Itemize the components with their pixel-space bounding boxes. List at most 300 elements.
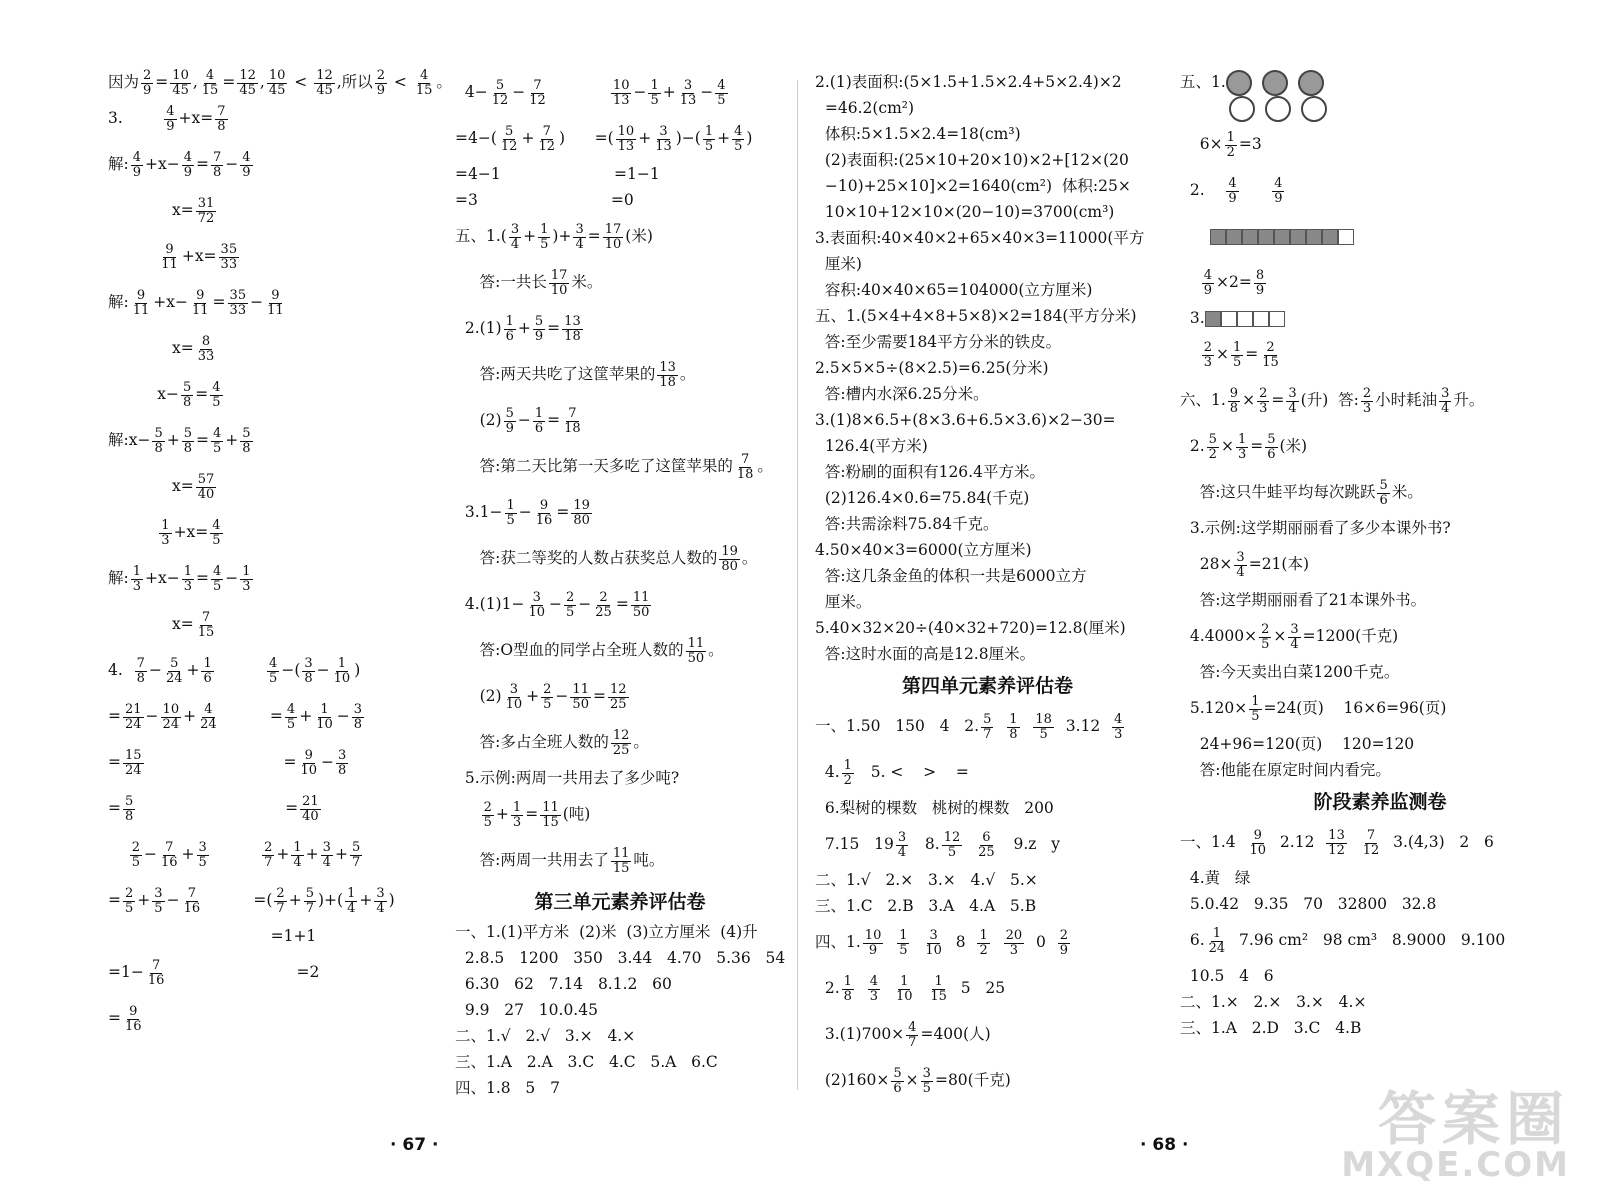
denominator: 4	[1288, 400, 1297, 416]
text: 5 25	[950, 979, 1006, 998]
denominator: 3	[1009, 942, 1019, 958]
fraction	[302, 657, 314, 685]
fraction	[135, 657, 147, 685]
denominator: 10	[550, 282, 568, 298]
denominator: 4	[293, 854, 302, 870]
text: +	[166, 431, 180, 450]
text: −	[225, 569, 239, 588]
denominator: 9	[505, 420, 514, 436]
numerator: 2	[1362, 385, 1372, 401]
denominator: 7	[351, 854, 361, 870]
text: 四、1.8 5 7	[455, 1079, 560, 1098]
denominator: 9	[534, 328, 544, 344]
fraction	[164, 105, 176, 133]
text: 5. < > =	[855, 763, 969, 782]
fraction	[240, 151, 252, 179]
denominator: 5	[125, 900, 134, 916]
denominator: 7	[908, 1034, 917, 1050]
denominator: 8	[353, 716, 363, 732]
answer-line	[815, 616, 1160, 642]
text: =	[220, 707, 283, 726]
denominator: 25	[612, 742, 630, 758]
numerator: 2	[1266, 339, 1275, 355]
denominator: 5	[131, 854, 140, 870]
fraction	[190, 289, 211, 317]
fraction	[540, 801, 561, 829]
fraction	[942, 831, 963, 859]
section-title	[455, 884, 785, 920]
answer-line	[455, 490, 785, 536]
numerator: 18	[1035, 711, 1052, 727]
fraction	[735, 453, 756, 481]
numerator: 5	[893, 1065, 902, 1081]
text: 28×	[1180, 555, 1233, 574]
text: 三、1.A 2.D 3.C 4.B	[1180, 1019, 1362, 1038]
answer-line	[1180, 820, 1580, 866]
fraction	[526, 591, 547, 619]
text: )+	[552, 227, 572, 246]
numerator: 5	[1208, 431, 1217, 447]
denominator: 8	[338, 762, 347, 778]
numerator: 11	[687, 635, 705, 651]
answer-line	[108, 188, 408, 234]
fraction	[200, 69, 221, 97]
fraction	[375, 69, 387, 97]
text: 6.	[1180, 931, 1205, 950]
answer-line	[108, 648, 408, 694]
fraction	[1272, 177, 1284, 205]
fraction	[511, 801, 523, 829]
fraction	[267, 69, 288, 97]
fraction	[603, 223, 624, 251]
numerator: 1	[506, 497, 515, 513]
fraction	[653, 125, 674, 153]
denominator: 9	[1059, 942, 1069, 958]
answer-line	[815, 96, 1160, 122]
denominator: 3	[1114, 726, 1123, 742]
denominator: 7	[276, 900, 285, 916]
fraction	[300, 795, 321, 823]
numerator: 10	[864, 927, 882, 943]
text: 4.黄 绿	[1180, 869, 1251, 888]
numerator: 3	[683, 77, 693, 93]
denominator: 16	[147, 972, 165, 988]
text: 2.(1)表面积:(5×1.5+1.5×2.4+5×2.4)×2	[815, 73, 1122, 92]
numerator: 13	[564, 313, 581, 329]
text: =80(千克)	[934, 1071, 1011, 1090]
fraction	[842, 759, 854, 787]
text: −	[578, 595, 592, 614]
denominator: 8	[1229, 400, 1239, 416]
numerator: 5	[183, 379, 192, 395]
answer-line	[1180, 70, 1580, 96]
bar-diagram	[1210, 229, 1354, 245]
text: +	[526, 687, 540, 706]
fraction	[182, 427, 194, 455]
numerator: 2	[276, 885, 285, 901]
text: +	[517, 319, 531, 338]
fraction	[123, 749, 144, 777]
numerator: 9	[539, 497, 549, 513]
text: ,所以	[336, 73, 373, 92]
fraction	[267, 657, 279, 685]
text: =	[155, 73, 169, 92]
fraction	[891, 1067, 903, 1095]
text: 4.(1)1−	[455, 595, 525, 614]
denominator: 12	[529, 92, 546, 108]
text: =	[108, 799, 121, 818]
numerator: 7	[165, 839, 174, 855]
page-number-left: · 67 ·	[390, 1135, 439, 1155]
text: )+(	[317, 891, 344, 910]
numerator: 4	[183, 149, 193, 165]
denominator: 2	[1208, 446, 1217, 462]
text: +	[717, 129, 731, 148]
answer-line	[1180, 542, 1580, 588]
fraction	[210, 381, 222, 409]
answer-line	[455, 162, 785, 188]
text: =	[1245, 345, 1259, 364]
text: 升。	[1453, 391, 1485, 410]
text: +	[288, 891, 302, 910]
text: −	[166, 891, 180, 910]
answer-line	[815, 356, 1160, 382]
answer-line	[1180, 306, 1580, 332]
fraction	[211, 565, 223, 593]
text: 答:他能在原定时间内看完。	[1180, 761, 1391, 780]
numerator: 4	[419, 67, 429, 83]
text: 2.8.5 1200 350 3.44 4.70 5.36 54	[455, 949, 786, 968]
fraction	[536, 125, 557, 153]
text: 3.12	[1055, 717, 1111, 736]
fraction	[1259, 623, 1271, 651]
fraction	[1226, 177, 1238, 205]
numerator: 4	[132, 149, 142, 165]
text: (米)	[1279, 437, 1308, 456]
text: −	[148, 661, 162, 680]
numerator: 11	[572, 681, 589, 697]
answer-line	[815, 200, 1160, 226]
text: +	[495, 805, 509, 824]
denominator: 5	[213, 440, 222, 456]
fraction	[504, 315, 516, 343]
denominator: 16	[535, 512, 553, 528]
denominator: 4	[376, 900, 385, 916]
text: (2)	[455, 411, 502, 430]
text: −	[250, 293, 264, 312]
text: =3 =0	[455, 191, 634, 210]
denominator: 3	[1237, 446, 1247, 462]
fraction	[152, 427, 164, 455]
bar-cell	[1221, 311, 1237, 327]
bar-cell	[1226, 229, 1242, 245]
numerator: 3	[322, 839, 331, 855]
denominator: 4	[575, 236, 584, 252]
fraction	[1257, 387, 1269, 415]
answer-line	[108, 556, 408, 602]
text: =2	[168, 963, 320, 982]
answer-line	[108, 464, 408, 510]
numerator: 9	[1253, 827, 1262, 843]
answer-line	[1180, 260, 1580, 306]
fraction	[159, 841, 180, 869]
answer-line	[1180, 122, 1580, 168]
denominator: 80	[573, 512, 590, 528]
text	[1349, 835, 1359, 851]
fraction	[896, 831, 908, 859]
text: 。	[708, 641, 724, 660]
text: )	[388, 891, 395, 910]
numerator: 10	[617, 123, 635, 139]
answer-line	[455, 674, 785, 720]
fraction	[131, 151, 143, 179]
numerator: 2	[1259, 385, 1268, 401]
numerator: 19	[721, 543, 738, 559]
denominator: 5	[506, 512, 515, 528]
fraction	[593, 591, 614, 619]
denominator: 10	[895, 988, 913, 1004]
fraction	[1033, 713, 1054, 741]
text: (2)126.4×0.6=75.84(千克)	[815, 489, 1030, 508]
answer-line	[1180, 214, 1580, 260]
fraction	[863, 929, 884, 957]
text: 五、1.	[1180, 73, 1226, 92]
fraction	[1207, 927, 1228, 955]
text: −	[549, 595, 562, 614]
fraction	[198, 703, 219, 731]
text: 6.30 62 7.14 8.1.2 60	[455, 975, 672, 994]
denominator: 5	[1251, 708, 1260, 724]
text: +	[137, 891, 151, 910]
fraction	[611, 79, 632, 107]
text: 答:多占全班人数的	[455, 733, 609, 752]
text: 体积:5×1.5×2.4=18(cm³)	[815, 125, 1021, 144]
text: =	[222, 73, 236, 92]
fraction	[504, 407, 516, 435]
fraction	[211, 427, 223, 455]
denominator: 15	[415, 82, 433, 98]
text: (2)	[455, 687, 502, 706]
fraction	[732, 125, 744, 153]
fraction	[219, 243, 240, 271]
denominator: 5	[540, 236, 549, 252]
text: =1200(千克)	[1302, 627, 1399, 646]
fraction	[164, 657, 185, 685]
text: <	[388, 73, 412, 92]
denominator: 13	[655, 138, 672, 154]
denominator: 9	[376, 82, 385, 98]
denominator: 18	[564, 420, 581, 436]
answer-line	[815, 564, 1160, 590]
numerator: 4	[166, 103, 175, 119]
text: 米。	[571, 273, 603, 292]
text	[882, 981, 892, 997]
fraction	[678, 79, 699, 107]
answer-line	[1180, 990, 1580, 1016]
text: +	[359, 891, 373, 910]
denominator: 6	[1267, 446, 1276, 462]
text: =46.2(cm²)	[815, 99, 915, 118]
bar-cell	[1258, 229, 1274, 245]
denominator: 4	[897, 844, 907, 860]
watermark-logo: 答案圈	[1377, 1085, 1570, 1153]
numerator: 4	[1114, 711, 1123, 727]
denominator: 24	[162, 716, 180, 732]
denominator: 50	[687, 650, 705, 666]
answer-line	[815, 538, 1160, 564]
answer-line	[455, 444, 785, 490]
text: 答:至少需要184平方分米的铁皮。	[815, 333, 1062, 352]
text: 3.	[1180, 309, 1205, 328]
fraction	[141, 69, 153, 97]
numerator: 7	[1366, 827, 1376, 843]
answer-line	[455, 838, 785, 884]
fraction	[538, 223, 550, 251]
numerator: 2	[483, 799, 492, 815]
column-1	[108, 67, 452, 1042]
text	[1180, 275, 1200, 291]
denominator: 2	[843, 772, 852, 788]
text: <	[289, 73, 313, 92]
answer-line	[455, 188, 785, 214]
fraction	[237, 69, 258, 97]
text: =	[108, 753, 121, 772]
fraction	[1260, 341, 1281, 369]
numerator: 1	[650, 77, 659, 93]
denominator: 45	[316, 82, 333, 98]
answer-line	[108, 996, 408, 1042]
denominator: 8	[154, 440, 163, 456]
fraction	[505, 499, 517, 527]
numerator: 5	[505, 405, 514, 421]
bar-cell	[1274, 229, 1290, 245]
numerator: 3	[510, 221, 520, 237]
answer-line	[108, 832, 408, 878]
answer-line	[455, 1050, 785, 1076]
text: +	[183, 707, 197, 726]
numerator: 1	[1226, 129, 1235, 145]
text: −	[321, 753, 335, 772]
numerator: 12	[239, 67, 256, 83]
denominator: 8	[217, 118, 226, 134]
numerator: 1	[843, 757, 852, 773]
text: =400(人)	[920, 1025, 991, 1044]
numerator: 17	[604, 221, 622, 237]
text: 解:x−	[108, 431, 151, 450]
denominator: 12	[491, 92, 509, 108]
text: 答:两天共吃了这筐苹果的	[455, 365, 656, 384]
denominator: 15	[201, 82, 219, 98]
fraction	[570, 683, 591, 711]
text: 。	[633, 733, 649, 752]
answer-line	[815, 174, 1160, 200]
denominator: 24	[200, 716, 217, 732]
numerator: 4	[212, 517, 221, 533]
fraction	[482, 801, 494, 829]
denominator: 5	[543, 696, 552, 712]
text: ) =(	[558, 129, 614, 148]
denominator: 5	[269, 670, 278, 686]
denominator: 6	[1379, 492, 1388, 508]
denominator: 4	[1290, 636, 1299, 652]
fraction	[123, 887, 135, 915]
denominator: 13	[617, 138, 635, 154]
text: 米。	[1391, 483, 1423, 502]
text: 因为	[108, 73, 140, 92]
fraction	[533, 315, 545, 343]
text	[108, 249, 157, 265]
numerator: 1	[843, 973, 852, 989]
denominator: 3	[512, 814, 522, 830]
text: )	[354, 661, 361, 680]
answer-line	[1180, 660, 1580, 686]
answer-line	[815, 122, 1160, 148]
text: 5.示例:两周一共用去了多少吨?	[455, 769, 680, 788]
denominator: 16	[183, 900, 201, 916]
text: 3.示例:这学期丽丽看了多少本课外书?	[1180, 519, 1451, 538]
answer-line	[815, 868, 1160, 894]
answer-line	[815, 330, 1160, 356]
text: (2)160×	[815, 1071, 890, 1090]
denominator: 2	[1226, 144, 1235, 160]
fraction	[159, 243, 180, 271]
answer-line	[455, 260, 785, 306]
text: 四、1.	[815, 933, 861, 952]
answer-line	[815, 226, 1160, 252]
numerator: 21	[302, 793, 319, 809]
text: =	[547, 411, 561, 430]
fraction	[131, 289, 152, 317]
denominator: 6	[203, 670, 212, 686]
denominator: 5	[566, 604, 575, 620]
fraction	[533, 407, 545, 435]
denominator: 24	[125, 716, 142, 732]
denominator: 5	[899, 942, 908, 958]
fraction	[490, 79, 511, 107]
bar-cell	[1338, 229, 1354, 245]
fraction	[1225, 131, 1237, 159]
text: 2.	[1180, 181, 1225, 200]
denominator: 24	[125, 762, 142, 778]
text	[216, 663, 265, 679]
column-3	[815, 70, 1160, 1104]
fraction	[1249, 695, 1261, 723]
fraction	[345, 887, 357, 915]
fraction	[562, 315, 583, 343]
text: ×	[905, 1071, 919, 1090]
denominator: 8	[213, 164, 222, 180]
text: 4−	[455, 83, 488, 102]
numerator: 12	[612, 727, 630, 743]
text: 解:	[108, 569, 129, 588]
text: =	[196, 569, 210, 588]
denominator: 5	[198, 854, 207, 870]
text: =1−	[108, 963, 144, 982]
fraction	[299, 749, 320, 777]
denominator: 9	[1228, 190, 1237, 206]
text: 一、1.50 150 4 2.	[815, 717, 980, 736]
numerator: 5	[505, 123, 514, 139]
fraction	[1207, 433, 1219, 461]
denominator: 8	[183, 440, 193, 456]
fraction	[611, 729, 632, 757]
denominator: 72	[197, 210, 215, 226]
column-4	[1180, 70, 1580, 1042]
text: 。	[679, 365, 696, 384]
fraction	[897, 929, 909, 957]
text: −	[144, 845, 157, 864]
answer-line	[455, 306, 785, 352]
